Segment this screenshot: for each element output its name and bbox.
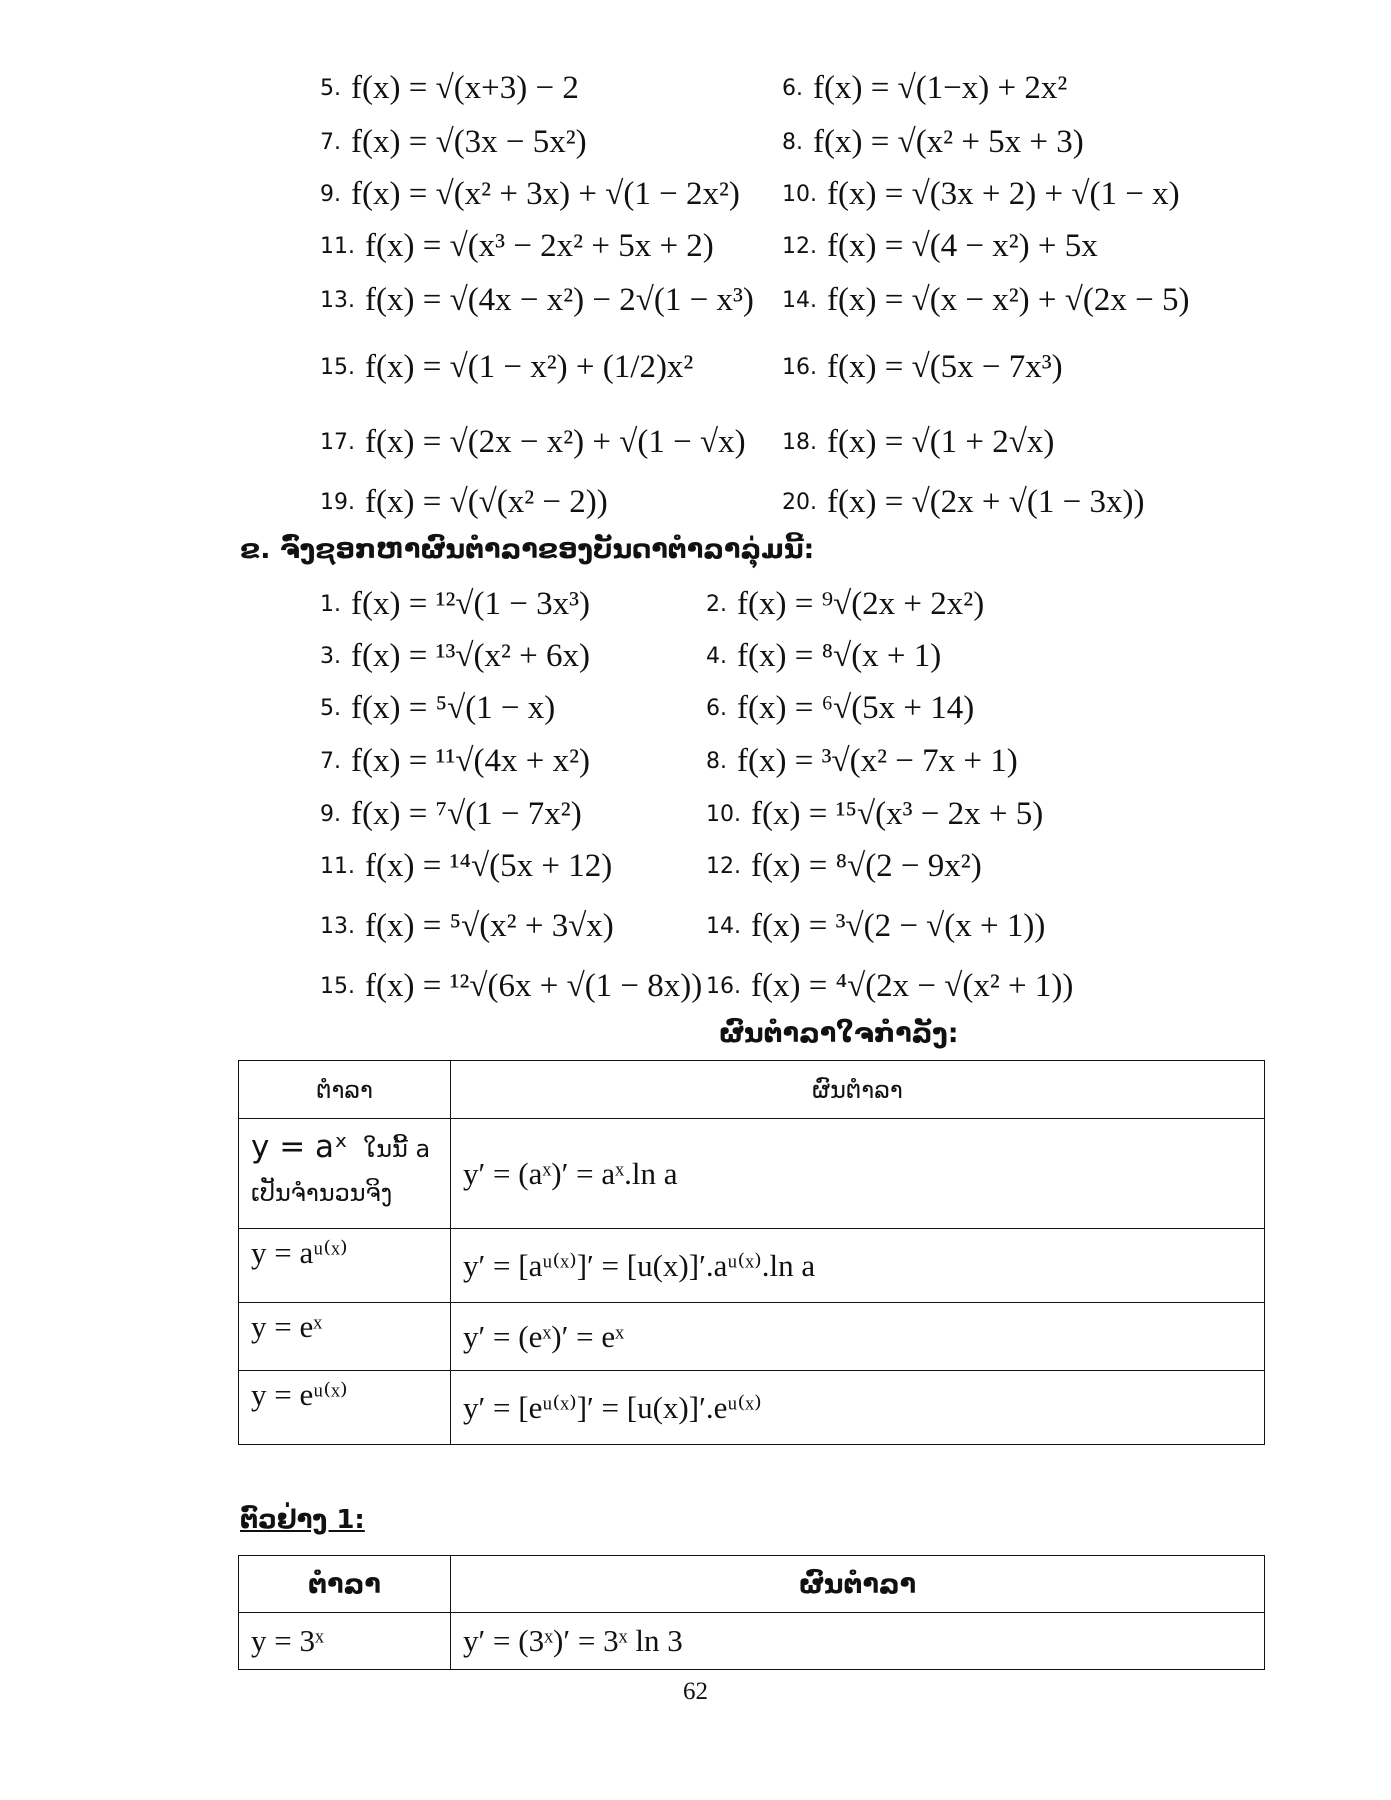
exercise-item [320,64,579,112]
exercise-number: 7. [320,129,341,155]
formula: f(x) = √(√(x² − 2)) [365,483,608,520]
formula: f(x) = √(x − x²) + √(2x − 5) [827,281,1190,318]
derivative-formula: y′ = [aᵘ⁽ˣ⁾]′ = [u(x)]′.aᵘ⁽ˣ⁾.ln a [463,1247,816,1283]
formula: f(x) = ³√(2 − √(x + 1)) [751,907,1046,944]
column-header-derivative: ຜົນຕຳລາ [451,1556,1265,1613]
function-with-note [251,1125,438,1171]
exercise-item [706,684,974,732]
formula: f(x) = ⁹√(2x + 2x²) [737,585,985,622]
exercise-number: 8. [706,748,727,774]
exercise-item [320,118,587,166]
formula: f(x) = √(3x + 2) + √(1 − x) [827,175,1180,212]
exercise-item [706,842,982,890]
formula: f(x) = ¹²√(1 − 3x³) [351,585,590,622]
formula: f(x) = ¹⁴√(5x + 12) [365,847,613,884]
exercise-item [706,632,941,680]
formula: f(x) = √(x² + 5x + 3) [813,123,1084,160]
exercise-number: 3. [320,643,341,669]
exercise-item [320,418,746,466]
derivative-cell [451,1303,1265,1371]
exercise-number: 16. [782,354,817,380]
exercise-item [320,842,612,890]
formula: f(x) = √(1−x) + 2x² [813,69,1068,106]
exercise-number: 4. [706,643,727,669]
formula: f(x) = √(4 − x²) + 5x [827,227,1098,264]
exercise-number: 20. [782,489,817,515]
exercise-item [782,170,1180,218]
example-title: ຕົວຢ່າງ 1: [240,1505,365,1535]
exercise-item [782,222,1098,270]
exercise-item [706,902,1045,950]
exercise-number: 5. [320,75,341,101]
formula: f(x) = √(3x − 5x²) [351,123,587,160]
formula: f(x) = ¹¹√(4x + x²) [351,742,590,779]
section-heading: ຂ. ຈົ່ງຊອກຫາຜົນຕຳລາຂອງບັນດາຕຳລາລຸ່ມນີ້: [240,534,815,565]
formula: f(x) = √(2x − x²) + √(1 − √x) [365,423,746,460]
exercise-number: 2. [706,591,727,617]
column-header-function: ຕຳລາ [239,1061,451,1119]
exercise-item [706,580,984,628]
derivative-cell [451,1229,1265,1303]
derivative-formula: y′ = (aˣ)′ = aˣ.ln a [463,1155,678,1191]
column-header-derivative: ຜົນຕຳລາ [451,1061,1265,1119]
derivative-cell [451,1613,1265,1670]
table-row [239,1119,1265,1229]
exercise-item [320,276,754,324]
formula: f(x) = √(4x − x²) − 2√(1 − x³) [365,281,754,318]
exercise-number: 14. [706,913,741,939]
exercise-number: 11. [320,853,355,879]
exercise-item [782,118,1084,166]
exercise-item [706,737,1018,785]
exercise-number: 16. [706,973,741,999]
exercise-item [320,790,582,838]
exercise-item [320,343,693,391]
table-header-row [239,1061,1265,1119]
exercise-number: 17. [320,429,355,455]
formula: f(x) = √(x² + 3x) + √(1 − 2x²) [351,175,740,212]
exercise-item [320,632,590,680]
function-cell [239,1371,451,1445]
formula: f(x) = ¹²√(6x + √(1 − 8x)) [365,967,703,1004]
function-formula: y = eˣ [251,1309,323,1344]
derivative-cell [451,1371,1265,1445]
exercise-item [320,684,555,732]
exercise-item [320,580,590,628]
exercise-number: 11. [320,233,355,259]
table-row [239,1613,1265,1670]
note-text: ເປັນຈຳນວນຈິງ [251,1179,393,1207]
formula: f(x) = ¹³√(x² + 6x) [351,637,590,674]
exercise-item [320,478,608,526]
formula: f(x) = √(x³ − 2x² + 5x + 2) [365,227,714,264]
function-cell [239,1303,451,1371]
function-formula: y = eᵘ⁽ˣ⁾ [251,1377,348,1412]
exercise-number: 12. [782,233,817,259]
formula: f(x) = ³√(x² − 7x + 1) [737,742,1018,779]
exercise-number: 8. [782,129,803,155]
exercise-number: 13. [320,913,355,939]
formula: f(x) = √(x+3) − 2 [351,69,579,106]
formula: f(x) = ⁸√(2 − 9x²) [751,847,982,884]
exercise-item [782,418,1054,466]
function-formula: y = aᵘ⁽ˣ⁾ [251,1235,348,1270]
formula: f(x) = ⁷√(1 − 7x²) [351,795,582,832]
formula: f(x) = ¹⁵√(x³ − 2x + 5) [751,795,1044,832]
exercise-number: 15. [320,354,355,380]
exercise-number: 14. [782,287,817,313]
formula: f(x) = ⁵√(1 − x) [351,689,556,726]
table-row [239,1229,1265,1303]
table-header-row [239,1556,1265,1613]
exercise-number: 7. [320,748,341,774]
formula: f(x) = √(1 − x²) + (1/2)x² [365,348,694,385]
formula: f(x) = √(2x + √(1 − 3x)) [827,483,1145,520]
exercise-item [320,902,614,950]
formula: f(x) = ⁵√(x² + 3√x) [365,907,614,944]
exercise-number: 10. [782,181,817,207]
exercise-number: 5. [320,695,341,721]
exercise-item [320,170,740,218]
formula: f(x) = √(5x − 7x³) [827,348,1063,385]
function-cell [239,1229,451,1303]
formula: f(x) = ⁴√(2x − √(x² + 1)) [751,967,1074,1004]
function-formula: y = 3ˣ [251,1623,324,1658]
derivative-formula: y′ = (3ˣ)′ = 3ˣ ln 3 [463,1623,683,1658]
exercise-number: 6. [706,695,727,721]
function-cell [239,1613,451,1670]
formula: f(x) = √(1 + 2√x) [827,423,1055,460]
derivative-table [238,1060,1265,1445]
exercise-item [320,962,702,1010]
function-formula: y = aˣ [251,1129,348,1165]
derivative-cell [451,1119,1265,1229]
column-header-function: ຕຳລາ [239,1556,451,1613]
formula: f(x) = ⁸√(x + 1) [737,637,942,674]
table-row [239,1303,1265,1371]
exercise-item [782,343,1063,391]
example-table [238,1555,1265,1670]
exercise-item [706,790,1043,838]
exercise-number: 1. [320,591,341,617]
derivative-formula: y′ = [eᵘ⁽ˣ⁾]′ = [u(x)]′.eᵘ⁽ˣ⁾ [463,1389,762,1425]
derivative-formula: y′ = (eˣ)′ = eˣ [463,1318,625,1354]
table-row [239,1371,1265,1445]
page-number: 62 [683,1678,708,1705]
exercise-number: 10. [706,801,741,827]
exercise-number: 6. [782,75,803,101]
function-cell [239,1119,451,1229]
exercise-number: 19. [320,489,355,515]
exercise-item [782,276,1189,324]
exercise-number: 13. [320,287,355,313]
note-text: ໃນນີ້ a [363,1135,431,1163]
exercise-item [320,222,714,270]
exercise-number: 15. [320,973,355,999]
exercise-number: 18. [782,429,817,455]
exercise-item [320,737,590,785]
exercise-item [782,478,1144,526]
formula: f(x) = ⁶√(5x + 14) [737,689,975,726]
exercise-number: 12. [706,853,741,879]
exercise-item [706,962,1073,1010]
table-title: ຜົນຕຳລາໃຈກຳລັງ: [719,1018,959,1049]
exercise-number: 9. [320,801,341,827]
exercise-item [782,64,1067,112]
exercise-number: 9. [320,181,341,207]
